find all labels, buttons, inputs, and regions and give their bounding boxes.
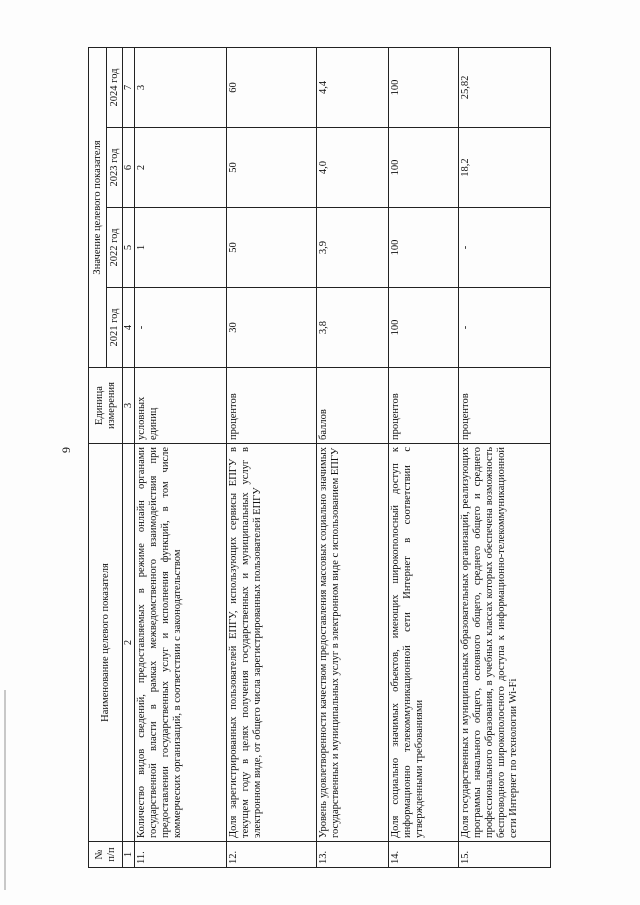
indicator-name: Доля зарегистрированных пользователей ЕПГУ, использующих сервисы ЕПГУ в текущем году в целях получения государственных и муниципальных услуг в электронном виде, от общего числа зарегистрированных пользователей ЕПГУ <box>227 444 317 842</box>
indicator-table-rotated <box>88 48 553 868</box>
indicator-name: Доля социально значимых объектов, имеющих широкополосный доступ к информационно телекоммуникационной сети Интернет в соответствии с утвержденными требованиями <box>389 444 459 842</box>
indicator-unit: процентов <box>389 368 459 444</box>
value-2021: - <box>459 288 551 368</box>
value-2024: 60 <box>227 47 317 127</box>
value-2023: 100 <box>389 128 459 208</box>
value-2023: 2 <box>135 128 227 208</box>
col-index-4: 4 <box>123 288 135 368</box>
header-year-2023: 2023 год <box>107 128 123 208</box>
value-2022: 3,9 <box>317 208 389 288</box>
page-number: 9 <box>59 447 73 453</box>
value-2022: 1 <box>135 208 227 288</box>
value-2022: 100 <box>389 208 459 288</box>
value-2021: - <box>135 288 227 368</box>
indicator-name: Количество видов сведений, предоставляемых в режиме онлайн органами государственной власти в рамках межведомственного взаимодействия при предоставлении государственных услуг и исполнения функций, в том числе коммерческих организаций, в соответствии с законодательством <box>135 444 227 842</box>
table-row <box>389 47 459 867</box>
row-number: 12. <box>227 842 317 868</box>
value-2024: 25,82 <box>459 47 551 127</box>
scan-edge <box>4 690 6 890</box>
value-2023: 18,2 <box>459 128 551 208</box>
header-year-2024: 2024 год <box>107 47 123 127</box>
indicator-unit: баллов <box>317 368 389 444</box>
value-2021: 30 <box>227 288 317 368</box>
row-number: 14. <box>389 842 459 868</box>
indicator-name: Уровень удовлетворенности качеством предоставления массовых социально значимых государственных и муниципальных услуг в электронном виде с использованием ЕПГУ <box>317 444 389 842</box>
row-number: 11. <box>135 842 227 868</box>
header-indicator-name: Наименование целевого показателя <box>89 444 123 842</box>
col-index-6: 6 <box>123 128 135 208</box>
header-target-values: Значение целевого показателя <box>89 47 107 367</box>
value-2024: 3 <box>135 47 227 127</box>
col-index-1: 1 <box>123 842 135 868</box>
header-num: № п/п <box>89 842 123 868</box>
col-index-5: 5 <box>123 208 135 288</box>
header-year-2021: 2021 год <box>107 288 123 368</box>
indicator-unit: процентов <box>227 368 317 444</box>
table-row <box>135 47 227 867</box>
value-2023: 50 <box>227 128 317 208</box>
value-2024: 100 <box>389 47 459 127</box>
row-number: 15. <box>459 842 551 868</box>
col-index-3: 3 <box>123 368 135 444</box>
table-row <box>227 47 317 867</box>
indicator-unit: процентов <box>459 368 551 444</box>
value-2021: 3,8 <box>317 288 389 368</box>
table-row <box>459 47 551 867</box>
value-2024: 4,4 <box>317 47 389 127</box>
target-indicators-table <box>88 47 551 868</box>
col-index-7: 7 <box>123 47 135 127</box>
table-row <box>317 47 389 867</box>
header-unit: Единица измерения <box>89 368 123 444</box>
value-2022: - <box>459 208 551 288</box>
value-2022: 50 <box>227 208 317 288</box>
value-2021: 100 <box>389 288 459 368</box>
header-year-2022: 2022 год <box>107 208 123 288</box>
row-number: 13. <box>317 842 389 868</box>
indicator-unit: условных единиц <box>135 368 227 444</box>
value-2023: 4,0 <box>317 128 389 208</box>
indicator-name: Доля государственных и муниципальных образовательных организаций, реализующих программы начального общего, основного общего, среднего общего и среднего профессионального образования, в учебных классах которых обеспечена возможность беспроводного широкополосного доступа к информационно-телекоммуникационной сети Интернет по технологии Wi-Fi <box>459 444 551 842</box>
col-index-2: 2 <box>123 444 135 842</box>
